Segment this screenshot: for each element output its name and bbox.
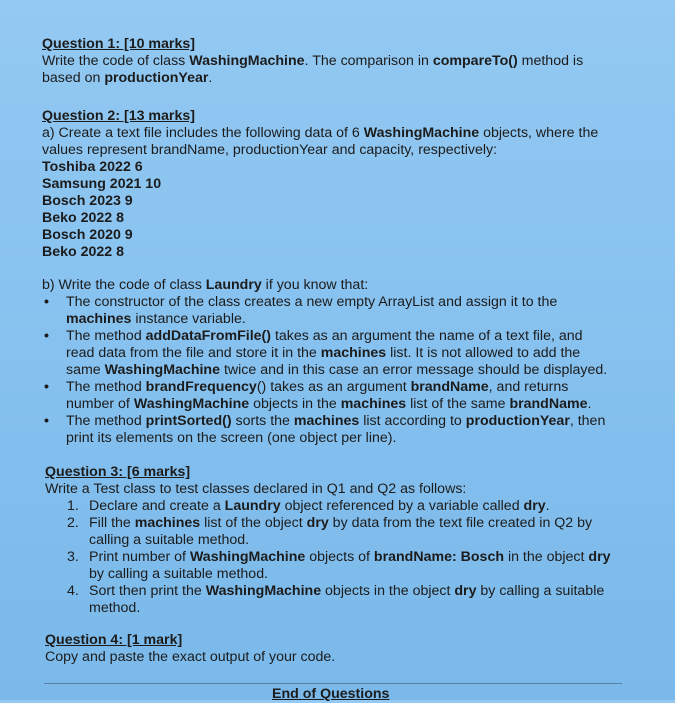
question-4-title: Question 4: [1 mark]: [45, 632, 183, 648]
question-1-title: Question 1: [10 marks]: [42, 36, 195, 52]
data-line: Beko 2022 8: [42, 244, 125, 260]
question-4: [45, 632, 335, 666]
bullet-item-add-data-from-file: • The method addDataFromFile() takes as an argument the name of a text file, and read data from the file and store it in the machines list. It is not allowed to add the same WashingMachine twice and in this case an error message should be displayed.: [44, 328, 608, 378]
question-4-text: Copy and paste the exact output of your code.: [45, 649, 336, 665]
data-line: Samsung 2021 10: [42, 176, 162, 192]
step-item: 4. Sort then print the WashingMachine objects in the object dry by calling a suitable method.: [67, 583, 605, 616]
bullet-item-constructor: • The constructor of the class creates a new empty ArrayList and assign it to the machines instance variable.: [44, 294, 558, 327]
question-3-title: Question 3: [6 marks]: [45, 464, 191, 480]
data-line: Bosch 2020 9: [42, 227, 133, 243]
question-2: [42, 108, 598, 261]
data-line: Toshiba 2022 6: [42, 159, 143, 175]
question-3-steps: [45, 498, 610, 617]
question-2b-bullets: [42, 294, 607, 447]
data-line: Beko 2022 8: [42, 210, 125, 226]
data-list: [42, 159, 598, 261]
end-of-questions: End of Questions: [272, 686, 390, 702]
step-item: 2. Fill the machines list of the object dry by data from the text file created in Q2 by calling a suitable method.: [67, 515, 593, 548]
question-1-text-line-2: based on productionYear.: [42, 70, 213, 86]
bullet-icon: •: [44, 379, 49, 395]
bullet-icon: •: [44, 413, 49, 429]
footer-divider: [44, 683, 622, 684]
bullet-icon: •: [44, 294, 49, 310]
question-2a-line-1: a) Create a text file includes the following data of 6 WashingMachine objects, where the: [42, 125, 599, 141]
question-2b: [42, 277, 607, 447]
bullet-item-brand-frequency: • The method brandFrequency() takes as an argument brandName, and returns number of WashingMachine objects in the machines list of the same brandName.: [44, 379, 592, 412]
question-1: [42, 36, 583, 87]
bullet-icon: •: [44, 328, 49, 344]
question-2a-line-2: values represent brandName, productionYear and capacity, respectively:: [42, 142, 498, 158]
question-2b-intro: b) Write the code of class Laundry if you know that:: [42, 277, 369, 293]
question-3-intro: Write a Test class to test classes declared in Q1 and Q2 as follows:: [45, 481, 467, 497]
step-item: 1. Declare and create a Laundry object referenced by a variable called dry.: [67, 498, 550, 514]
bullet-item-print-sorted: • The method printSorted() sorts the machines list according to productionYear, then print its elements on the screen (one object per line).: [44, 413, 606, 446]
question-3: [45, 464, 610, 617]
question-1-text-line-1: Write the code of class WashingMachine. The comparison in compareTo() method is: [42, 53, 584, 69]
data-line: Bosch 2023 9: [42, 193, 133, 209]
step-item: 3. Print number of WashingMachine objects of brandName: Bosch in the object dry by calling a suitable method.: [67, 549, 611, 582]
question-2-title: Question 2: [13 marks]: [42, 108, 195, 124]
